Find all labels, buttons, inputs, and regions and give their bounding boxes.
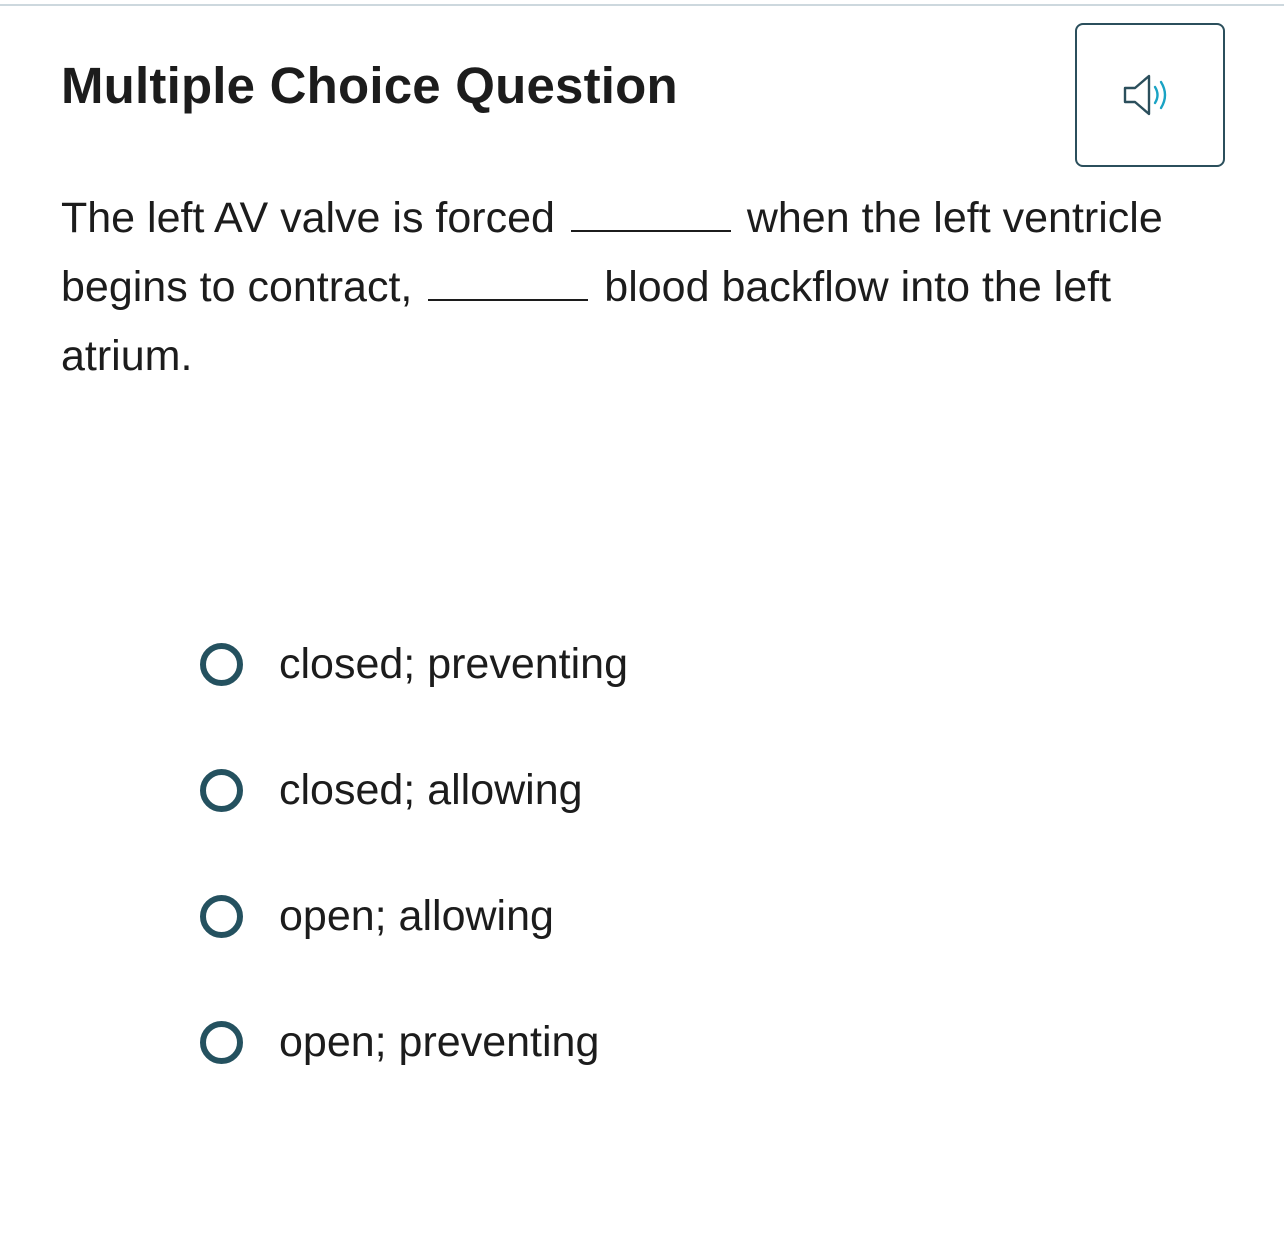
radio-button[interactable] [200,769,243,812]
question-text-part-2: when the left ventricle begins to contract, [61,194,1163,311]
option-label: open; allowing [279,892,554,940]
answer-option[interactable] [200,1011,628,1073]
answer-option[interactable] [200,885,628,947]
answer-option[interactable] [200,759,628,821]
speaker-icon [1122,71,1178,119]
read-aloud-button[interactable] [1075,23,1225,167]
radio-button[interactable] [200,643,243,686]
page-title: Multiple Choice Question [61,57,678,114]
question-text-part-1: The left AV valve is forced [61,194,555,242]
answer-blank-2 [428,265,588,301]
answer-options [200,633,628,1137]
radio-button[interactable] [200,895,243,938]
answer-blank-1 [571,196,731,232]
answer-option[interactable] [200,633,628,695]
option-label: closed; preventing [279,640,628,688]
option-label: closed; allowing [279,766,583,814]
top-divider [0,4,1284,6]
question-text-part-3: blood backflow into the left atrium. [61,263,1112,380]
question-text [61,184,1181,391]
radio-button[interactable] [200,1021,243,1064]
option-label: open; preventing [279,1018,600,1066]
